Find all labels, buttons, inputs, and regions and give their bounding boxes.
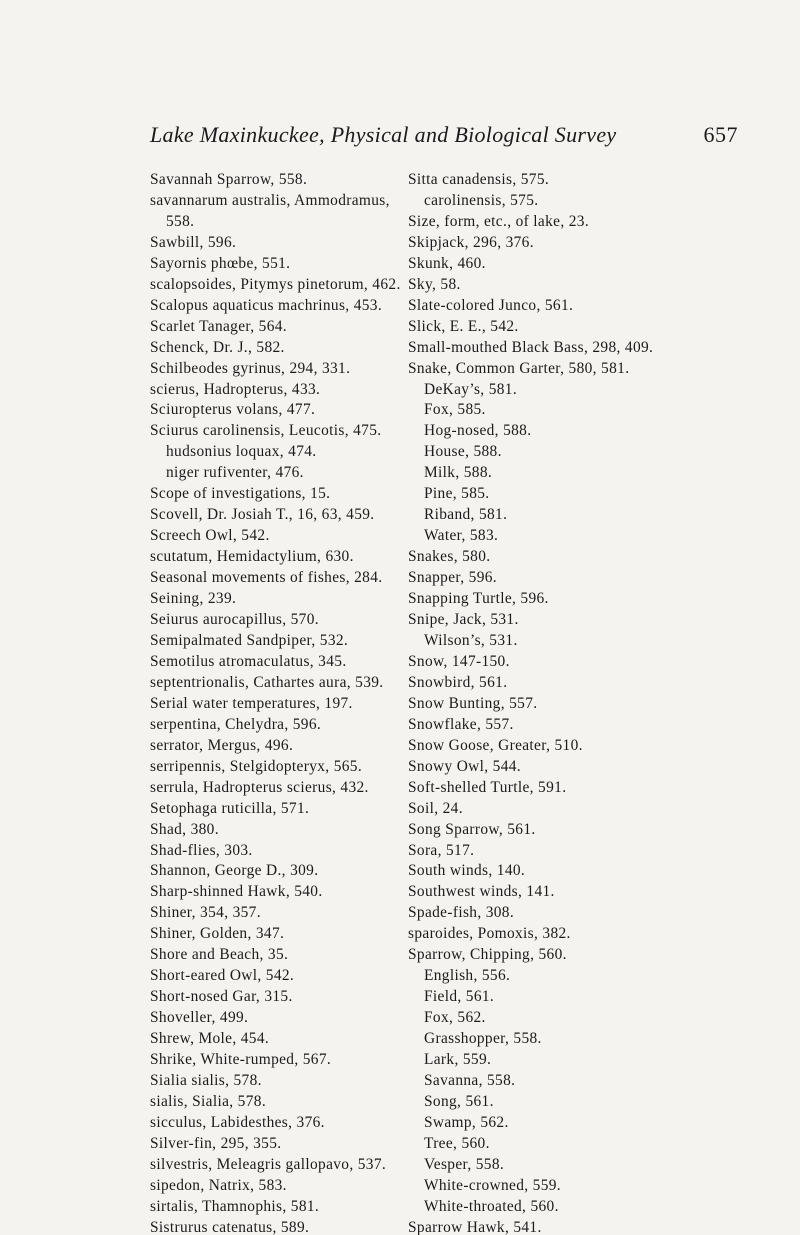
- index-entry: Spade-fish, 308.: [408, 904, 515, 922]
- index-entry: Scarlet Tanager, 564.: [150, 317, 287, 335]
- index-entry: Schilbeodes gyrinus, 294, 331.: [150, 359, 351, 377]
- index-entry: Silver-fin, 295, 355.: [150, 1134, 282, 1152]
- index-entry: Snowbird, 561.: [408, 673, 508, 691]
- index-entry: Slick, E. E., 542.: [408, 317, 519, 335]
- index-entry: Seasonal movements of fishes, 284.: [150, 569, 383, 587]
- index-entry: Scope of investigations, 15.: [150, 485, 331, 503]
- index-subentry: Fox, 562.: [424, 1009, 486, 1027]
- index-subentry: English, 556.: [424, 967, 511, 985]
- index-entry: serripennis, Stelgidopteryx, 565.: [150, 757, 363, 775]
- index-entry: Slate-colored Junco, 561.: [408, 296, 574, 314]
- index-entry: Sciurus carolinensis, Leucotis, 475.: [150, 422, 382, 440]
- index-entry: Shrike, White-rumped, 567.: [150, 1051, 332, 1069]
- index-subentry: Song, 561.: [424, 1092, 494, 1110]
- index-subentry: Fox, 585.: [424, 401, 486, 419]
- index-entry: Sharp-shinned Hawk, 540.: [150, 883, 323, 901]
- index-subentry: Pine, 585.: [424, 485, 490, 503]
- index-entry: Shore and Beach, 35.: [150, 946, 289, 964]
- index-entry: Shoveller, 499.: [150, 1009, 249, 1027]
- index-entry: Snake, Common Garter, 580, 581.: [408, 359, 630, 377]
- index-entry: Sitta canadensis, 575.: [408, 171, 550, 188]
- index-entry: Snipe, Jack, 531.: [408, 611, 519, 629]
- index-subentry: White-throated, 560.: [424, 1197, 559, 1215]
- index-entry: savannarum australis, Ammodramus,: [150, 191, 390, 209]
- index-entry: Snapper, 596.: [408, 569, 497, 587]
- index-entry: Setophaga ruticilla, 571.: [150, 799, 310, 817]
- index-entry: scalopsoides, Pitymys pinetorum, 462.: [150, 275, 401, 293]
- index-subentry: Wilson’s, 531.: [424, 631, 518, 649]
- index-entry: Sora, 517.: [408, 841, 475, 859]
- index-entry: Southwest winds, 141.: [408, 883, 555, 901]
- index-entry: Soil, 24.: [408, 799, 463, 817]
- index-entry: sparoides, Pomoxis, 382.: [408, 925, 571, 943]
- index-entry: scutatum, Hemidactylium, 630.: [150, 548, 354, 566]
- index-entry: Shiner, 354, 357.: [150, 904, 261, 922]
- index-entry: Short-nosed Gar, 315.: [150, 988, 293, 1006]
- index-column-left: [150, 170, 408, 1235]
- index-subentry: Grasshopper, 558.: [424, 1030, 542, 1048]
- index-entry: Seiurus aurocapillus, 570.: [150, 611, 319, 629]
- index-subentry: DeKay’s, 581.: [424, 380, 518, 398]
- index-subentry: Swamp, 562.: [424, 1113, 509, 1131]
- index-subentry: Savanna, 558.: [424, 1071, 516, 1089]
- running-header-title: Lake Maxinkuckee, Physical and Biological Survey: [150, 122, 617, 147]
- index-subentry: House, 588.: [424, 443, 502, 461]
- index-entry: Snow, 147-150.: [408, 652, 510, 670]
- index-entry: Snakes, 580.: [408, 548, 491, 566]
- index-entry: Short-eared Owl, 542.: [150, 967, 295, 985]
- index-entry: Snow Bunting, 557.: [408, 694, 538, 712]
- index-entry: sipedon, Natrix, 583.: [150, 1176, 287, 1194]
- index-subentry: Riband, 581.: [424, 506, 508, 524]
- index-entry: serrator, Mergus, 496.: [150, 736, 294, 754]
- index-entry: Snowflake, 557.: [408, 715, 514, 733]
- index-entry: Snow Goose, Greater, 510.: [408, 736, 583, 754]
- page-number: 657: [703, 122, 738, 147]
- index-entry: sirtalis, Thamnophis, 581.: [150, 1197, 320, 1215]
- index-columns: [150, 170, 750, 1235]
- index-entry: Shrew, Mole, 454.: [150, 1030, 270, 1048]
- index-entry: Screech Owl, 542.: [150, 527, 270, 545]
- index-subentry: Lark, 559.: [424, 1051, 492, 1069]
- index-subentry: Hog-nosed, 588.: [424, 422, 532, 440]
- index-entry: Semipalmated Sandpiper, 532.: [150, 631, 349, 649]
- index-subentry: Field, 561.: [424, 988, 495, 1006]
- index-entry: serrula, Hadropterus scierus, 432.: [150, 778, 369, 796]
- index-entry: Seining, 239.: [150, 590, 237, 608]
- index-entry: Skunk, 460.: [408, 254, 486, 272]
- index-entry: Sparrow Hawk, 541.: [408, 1218, 542, 1235]
- index-subentry: Vesper, 558.: [424, 1155, 505, 1173]
- index-entry: Sawbill, 596.: [150, 233, 237, 251]
- index-entry: Skipjack, 296, 376.: [408, 233, 534, 251]
- index-entry: Small-mouthed Black Bass, 298, 409.: [408, 338, 654, 356]
- index-entry: Snowy Owl, 544.: [408, 757, 521, 775]
- index-entry: Soft-shelled Turtle, 591.: [408, 778, 567, 796]
- index-entry: Shannon, George D., 309.: [150, 862, 319, 880]
- index-entry: scierus, Hadropterus, 433.: [150, 380, 321, 398]
- index-subentry: hudsonius loquax, 474.: [166, 443, 317, 461]
- index-subentry: niger rufiventer, 476.: [166, 464, 304, 482]
- index-entry: serpentina, Chelydra, 596.: [150, 715, 322, 733]
- index-entry: sicculus, Labidesthes, 376.: [150, 1113, 325, 1131]
- index-entry: silvestris, Meleagris gallopavo, 537.: [150, 1155, 387, 1173]
- index-entry: Song Sparrow, 561.: [408, 820, 536, 838]
- index-entry: Semotilus atromaculatus, 345.: [150, 652, 347, 670]
- running-header: [150, 122, 738, 152]
- index-entry: Sistrurus catenatus, 589.: [150, 1218, 310, 1235]
- index-subentry: Milk, 588.: [424, 464, 493, 482]
- index-entry: Shiner, Golden, 347.: [150, 925, 285, 943]
- index-entry: Sciuropterus volans, 477.: [150, 401, 316, 419]
- index-entry: Shad-flies, 303.: [150, 841, 253, 859]
- index-entry: Snapping Turtle, 596.: [408, 590, 549, 608]
- index-entry: Schenck, Dr. J., 582.: [150, 338, 285, 356]
- index-entry: Sialia sialis, 578.: [150, 1071, 262, 1089]
- index-subentry: White-crowned, 559.: [424, 1176, 561, 1194]
- index-subentry: Water, 583.: [424, 527, 499, 545]
- index-subentry: carolinensis, 575.: [424, 191, 539, 209]
- index-subentry: 558.: [166, 212, 195, 230]
- index-entry: Savannah Sparrow, 558.: [150, 171, 308, 188]
- index-subentry: Tree, 560.: [424, 1134, 490, 1152]
- index-entry: Scovell, Dr. Josiah T., 16, 63, 459.: [150, 506, 375, 524]
- index-entry: South winds, 140.: [408, 862, 526, 880]
- index-entry: septentrionalis, Cathartes aura, 539.: [150, 673, 384, 691]
- index-entry: sialis, Sialia, 578.: [150, 1092, 267, 1110]
- index-entry: Shad, 380.: [150, 820, 219, 838]
- index-entry: Sayornis phœbe, 551.: [150, 254, 291, 272]
- index-entry: Sparrow, Chipping, 560.: [408, 946, 567, 964]
- index-entry: Serial water temperatures, 197.: [150, 694, 353, 712]
- index-entry: Size, form, etc., of lake, 23.: [408, 212, 590, 230]
- index-entry: Scalopus aquaticus machrinus, 453.: [150, 296, 383, 314]
- index-entry: Sky, 58.: [408, 275, 461, 293]
- index-column-right: [408, 170, 750, 1235]
